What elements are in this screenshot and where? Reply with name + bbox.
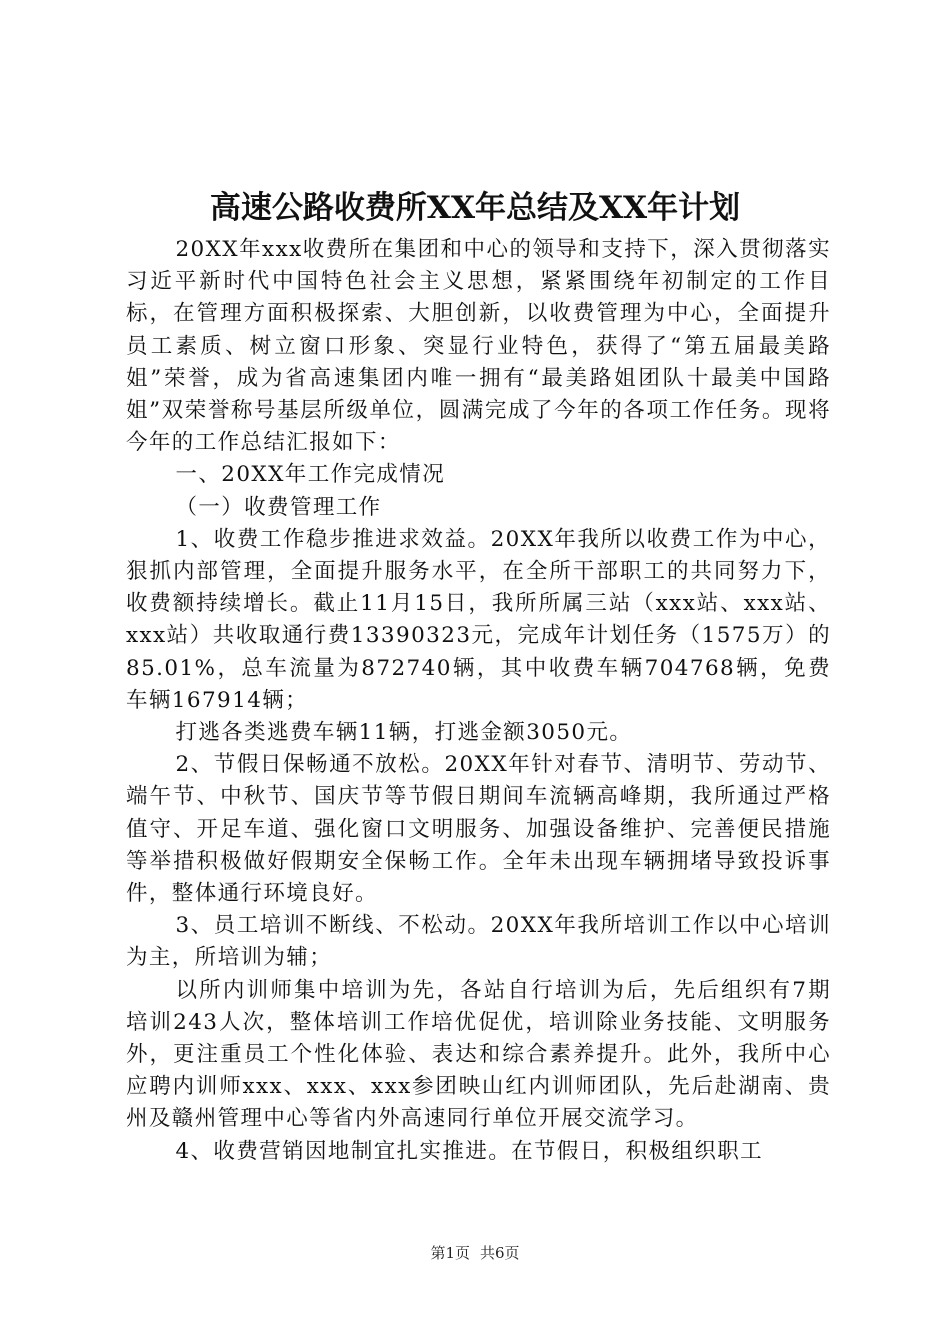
paragraph-marketing: 4、收费营销因地制宜扎实推进。在节假日，积极组织职工 [175, 1138, 764, 1164]
paragraph-holidays: 2、节假日保畅通不放松。20XX年针对春节、清明节、劳动节、端午节、中秋节、国庆节等节假日期间车流辆高峰期，我所通过严格值守、开足车道、强化窗口文明服务、加强设备维护、完善便民措施等举措积极做好假期安全保畅工作。全年未出现车辆拥堵导致投诉事件，整体通行环境良好。 [126, 752, 831, 907]
paragraph-evasion: 打逃各类逃费车辆11辆，打逃金额3050元。 [175, 720, 633, 746]
paragraph-training-detail: 以所内训师集中培训为先，各站自行培训为后，先后组织有7期培训243人次，整体培训工作培优促优，培训除业务技能、文明服务外，更注重员工个性化体验、表达和综合素养提升。此外，我所中心应聘内训师xxx、xxx、xxx参团映山红内训师团队，先后赴湖南、贵州及赣州管理中心等省内外高速同行单位开展交流学习。 [126, 977, 831, 1132]
document-body [126, 234, 831, 1168]
paragraph-toll-collection: 1、收费工作稳步推进求效益。20XX年我所以收费工作为中心，狠抓内部管理，全面提升服务水平，在全所干部职工的共同努力下，收费额持续增长。截止11月15日，我所所属三站（xxx站、xxx站、xxx站）共收取通行费13390323元，完成年计划任务（1575万）的85.01%，总车流量为872740辆，其中收费车辆704768辆，免费车辆167914辆； [126, 526, 831, 713]
paragraph-training: 3、员工培训不断线、不松动。20XX年我所培训工作以中心培训为主，所培训为辅； [126, 913, 831, 971]
document-title: 高速公路收费所XX年总结及XX年计划 [209, 190, 741, 226]
page-footer [0, 1243, 950, 1263]
page-number: 第1页 [430, 1244, 470, 1262]
section-heading: 一、20XX年工作完成情况 [175, 462, 446, 488]
intro-paragraph: 20XX年xxx收费所在集团和中心的领导和支持下，深入贯彻落实习近平新时代中国特色社会主义思想，紧紧围绕年初制定的工作目标，在管理方面积极探索、大胆创新，以收费管理为中心，全面提升员工素质、树立窗口形象、突显行业特色，获得了“第五届最美路姐”荣誉，成为省高速集团内唯一拥有“最美路姐团队十最美中国路姐”双荣誉称号基层所级单位，圆满完成了今年的各项工作任务。现将今年的工作总结汇报如下： [126, 237, 831, 456]
subsection-heading: （一）收费管理工作 [175, 494, 382, 520]
page-total: 共6页 [480, 1244, 520, 1262]
